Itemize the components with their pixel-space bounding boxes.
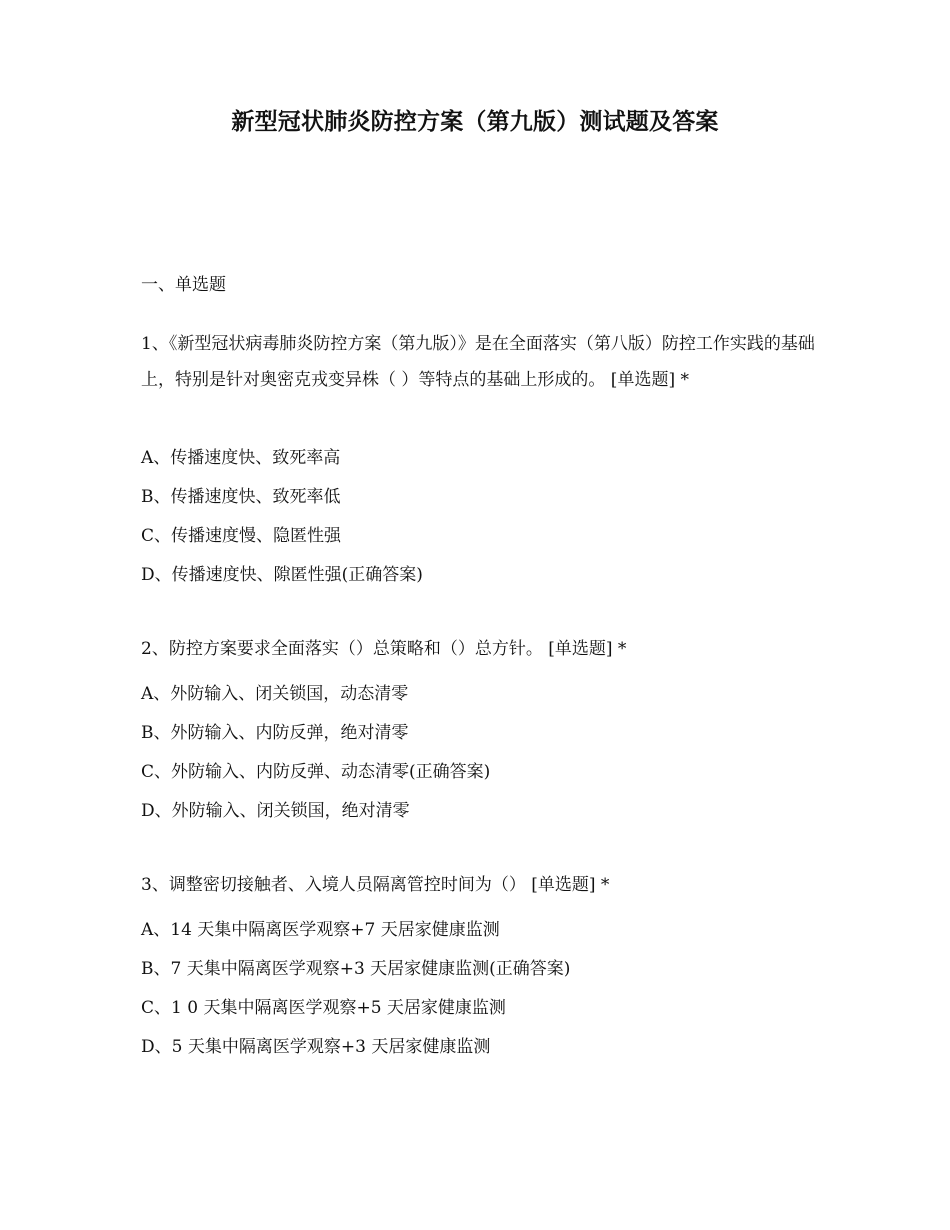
option-c: C、1 0 天集中隔离医学观察+5 天居家健康监测 <box>141 998 506 1018</box>
option-b: B、外防输入、内防反弹，绝对清零 <box>141 723 409 743</box>
option-d: D、传播速度快、隙匿性强(正确答案) <box>141 565 423 585</box>
question-2 <box>141 631 831 667</box>
option-c: C、传播速度慢、隐匿性强 <box>141 526 342 546</box>
option-d: D、外防输入、闭关锁国，绝对清零 <box>141 801 410 821</box>
section-heading: 一、单选题 <box>141 275 226 295</box>
option-b: B、7 天集中隔离医学观察+3 天居家健康监测(正确答案) <box>141 959 571 979</box>
question-1 <box>141 326 831 398</box>
option-a: A、外防输入、闭关锁国，动态清零 <box>141 684 409 704</box>
question-1-options <box>141 445 831 601</box>
option-a: A、14 天集中隔离医学观察+7 天居家健康监测 <box>141 920 500 940</box>
document-title: 新型冠状肺炎防控方案（第九版）测试题及答案 <box>231 109 719 135</box>
question-2-text: 2、防控方案要求全面落实（）总策略和（）总方针。 [单选题] * <box>141 639 627 659</box>
question-3 <box>141 867 831 903</box>
option-d: D、5 天集中隔离医学观察+3 天居家健康监测 <box>141 1037 491 1057</box>
question-3-options <box>141 917 831 1073</box>
question-2-options <box>141 681 831 837</box>
option-c: C、外防输入、内防反弹、动态清零(正确答案) <box>141 762 491 782</box>
option-a: A、传播速度快、致死率高 <box>141 448 341 468</box>
question-3-text: 3、调整密切接触者、入境人员隔离管控时间为（） [单选题] * <box>141 875 610 895</box>
option-b: B、传播速度快、致死率低 <box>141 487 341 507</box>
question-1-text: 1、《新型冠状病毒肺炎防控方案（第九版）》是在全面落实（第八版）防控工作实践的基础上，特别是针对奥密克戎变异株（ ）等特点的基础上形成的。 [单选题] * <box>141 334 815 390</box>
